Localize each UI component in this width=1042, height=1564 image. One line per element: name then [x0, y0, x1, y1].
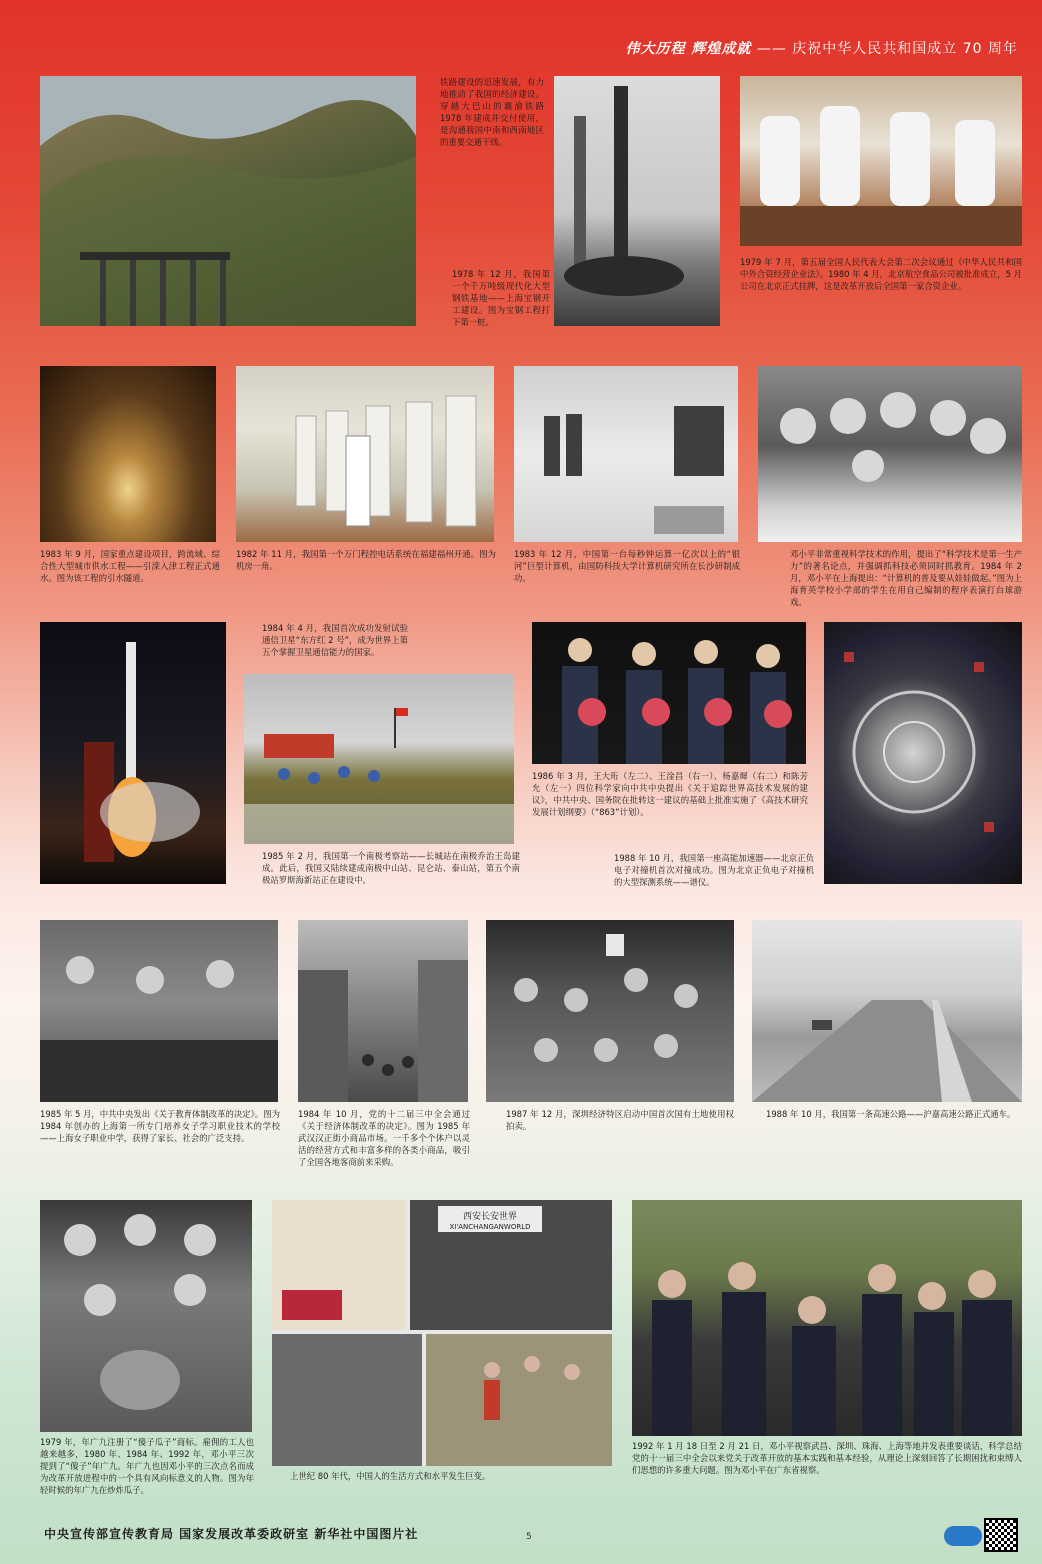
header-title: 伟大历程 辉煌成就: [625, 41, 752, 57]
photo-railway-bridge: [40, 76, 416, 326]
caption-auction: 1987 年 12 月，深圳经济特区启动中国首次国有土地使用权拍卖。: [506, 1109, 734, 1131]
chefs-illustration: [740, 76, 1022, 246]
caption-expressway: 1988 年 10 月，我国第一条高速公路——沪嘉高速公路正式通车。: [766, 1109, 1016, 1119]
deng-inspection-illustration: [632, 1200, 1022, 1436]
photo-supercomputer: [514, 366, 738, 542]
caption-telephone: 1982 年 11 月，我国第一个万门程控电话系统在福建福州开通。图为机房一角。: [236, 549, 496, 571]
photo-land-auction: [486, 920, 734, 1102]
telephone-room-illustration: [236, 366, 494, 542]
photo-chefs: [740, 76, 1022, 246]
steel-plant-illustration: [554, 76, 720, 326]
photo-sunflower-seeds: [40, 1200, 252, 1432]
footer-publisher: 中央宣传部宣传教育局 国家发展改革委政研室 新华社中国图片社: [44, 1527, 419, 1541]
page-number: 5: [526, 1532, 532, 1542]
photo-wuhan-market: [298, 920, 468, 1102]
scientists-illustration: [532, 622, 806, 764]
caption-antarctic: 1985 年 2 月，我国第一个南极考察站——长城站在南极乔治王岛建成。此后，我国又陆续建成南极中山站、昆仑站、泰山站，第五个南极站罗斯海新站正在建设中。: [262, 851, 520, 885]
caption-children: 邓小平非常重视科学技术的作用，提出了“科学技术是第一生产力”的著名论点，并强调抓科技必须同时抓教育。1984 年 2 月，邓小平在上海提出：“计算机的普及要从娃娃做起。”图为上海育英学校小学部的学生在用自己编制的程序表演打台球游戏。: [790, 549, 1022, 607]
photo-children-computer: [758, 366, 1022, 542]
photo-antarctic-station: [244, 674, 514, 844]
antarctic-illustration: [244, 674, 514, 844]
vocational-illustration: [40, 920, 278, 1102]
caption-deng-southern-tour: 1992 年 1 月 18 日至 2 月 21 日，邓小平视察武昌、深圳、珠海、上海等地并发表重要谈话，科学总结党的十一届三中全会以来党关于改革开放的基本实践和基本经验，从理论上深刻回答了长期困扰和束缚人们思想的许多重大问题。图为邓小平在广东省视察。: [632, 1441, 1022, 1475]
china-picture-logo: [944, 1526, 982, 1546]
caption-863-plan: 1986 年 3 月，王大珩（左二）、王淦昌（右一）、杨嘉墀（右二）和陈芳允（左一）四位科学家向中共中央提出《关于追踪世界高技术发展的建议》，中共中央、国务院在批转这一建议的基础上批准实施了《高技术研究发展计划纲要》（“863”计划）。: [532, 771, 808, 817]
detector-illustration: [824, 622, 1022, 884]
sunflower-seeds-illustration: [40, 1200, 252, 1432]
caption-sunflower-seeds: 1979 年，年广九注册了“傻子瓜子”商标。雇佣的工人也越来越多，1980 年、1984 年、1992 年，邓小平三次提到了“傻子”年广九。年广九也因邓小平的三次点名而成为改革开放进程中的一个具有风向标意义的人物。图为年轻时候的年广九在炒炸瓜子。: [40, 1437, 254, 1495]
photo-vocational-school: [40, 920, 278, 1102]
header-subtitle: 庆祝中华人民共和国成立 70 周年: [792, 41, 1018, 57]
railway-bridge-illustration: [40, 76, 416, 326]
caption-tunnel: 1983 年 9 月，国家重点建设项目，跨流域、综合性大型城市供水工程——引滦入津工程正式通水。图为该工程的引水隧道。: [40, 549, 220, 583]
photo-tunnel: [40, 366, 216, 542]
qr-code[interactable]: [984, 1518, 1018, 1552]
sign-text-en: XI'ANCHANGANWORLD: [449, 1223, 531, 1231]
photo-telephone-room: [236, 366, 494, 542]
expressway-illustration: [752, 920, 1022, 1102]
caption-wuhan: 1984 年 10 月，党的十二届三中全会通过《关于经济体制改革的决定》。图为 1985 年武汉汉正街小商品市场。一千多个个体户以灵活的经营方式和丰富多样的各类小商品，吸引了全国各地客商前来采购。: [298, 1109, 470, 1167]
photo-deng-inspection: [632, 1200, 1022, 1436]
auction-illustration: [486, 920, 734, 1102]
rocket-illustration: [40, 622, 226, 884]
photo-collider-detector: [824, 622, 1022, 884]
caption-satellite: 1984 年 4 月，我国首次成功发射试验通信卫星“东方红 2 号”，成为世界上第五个掌握卫星通信能力的国家。: [262, 623, 408, 657]
market-illustration: [298, 920, 468, 1102]
caption-railway: 铁路建设的迅速发展，有力地推动了我国的经济建设。穿越大巴山的襄渝铁路 1978 年建成并交付使用，是沟通我国中南和西南地区的重要交通干线。: [440, 77, 544, 147]
caption-collider: 1988 年 10 月，我国第一座高能加速器——北京正负电子对撞机首次对撞成功。图为北京正负电子对撞机的大型探测系统——谱仪。: [614, 853, 814, 887]
caption-1980s-life: 上世纪 80 年代，中国人的生活方式和水平发生巨变。: [290, 1471, 491, 1481]
photo-four-scientists: [532, 622, 806, 764]
photo-expressway: [752, 920, 1022, 1102]
poster-header: [626, 38, 1019, 62]
caption-vocational: 1985 年 5 月，中共中央发出《关于教育体制改革的决定》。图为 1984 年创办的上海第一所专门培养女子学习职业技术的学校——上海女子职业中学，获得了家长、社会的广泛支持。: [40, 1109, 280, 1143]
photo-collage-1980s: [272, 1200, 612, 1466]
supercomputer-illustration: [514, 366, 738, 542]
photo-steel-plant: [554, 76, 720, 326]
sign-text: 西安长安世界: [462, 1212, 518, 1222]
collage-illustration: [272, 1200, 612, 1466]
caption-supercomputer: 1983 年 12 月，中国第一台每秒钟运算一亿次以上的“银河”巨型计算机，由国防科技大学计算机研究所在长沙研制成功。: [514, 549, 740, 583]
caption-steel: 1978 年 12 月，我国第一个千万吨级现代化大型钢铁基地——上海宝钢开工建设。图为宝钢工程打下第一桩。: [452, 269, 550, 327]
header-dash: ——: [756, 41, 787, 57]
photo-rocket-launch: [40, 622, 226, 884]
children-illustration: [758, 366, 1022, 542]
caption-joint-venture: 1979 年 7 月，第五届全国人民代表大会第二次会议通过《中华人民共和国中外合资经营企业法》。1980 年 4 月，北京航空食品公司被批准成立，5 月公司在北京正式挂牌，这是改革开放后全国第一家合资企业。: [740, 257, 1022, 291]
